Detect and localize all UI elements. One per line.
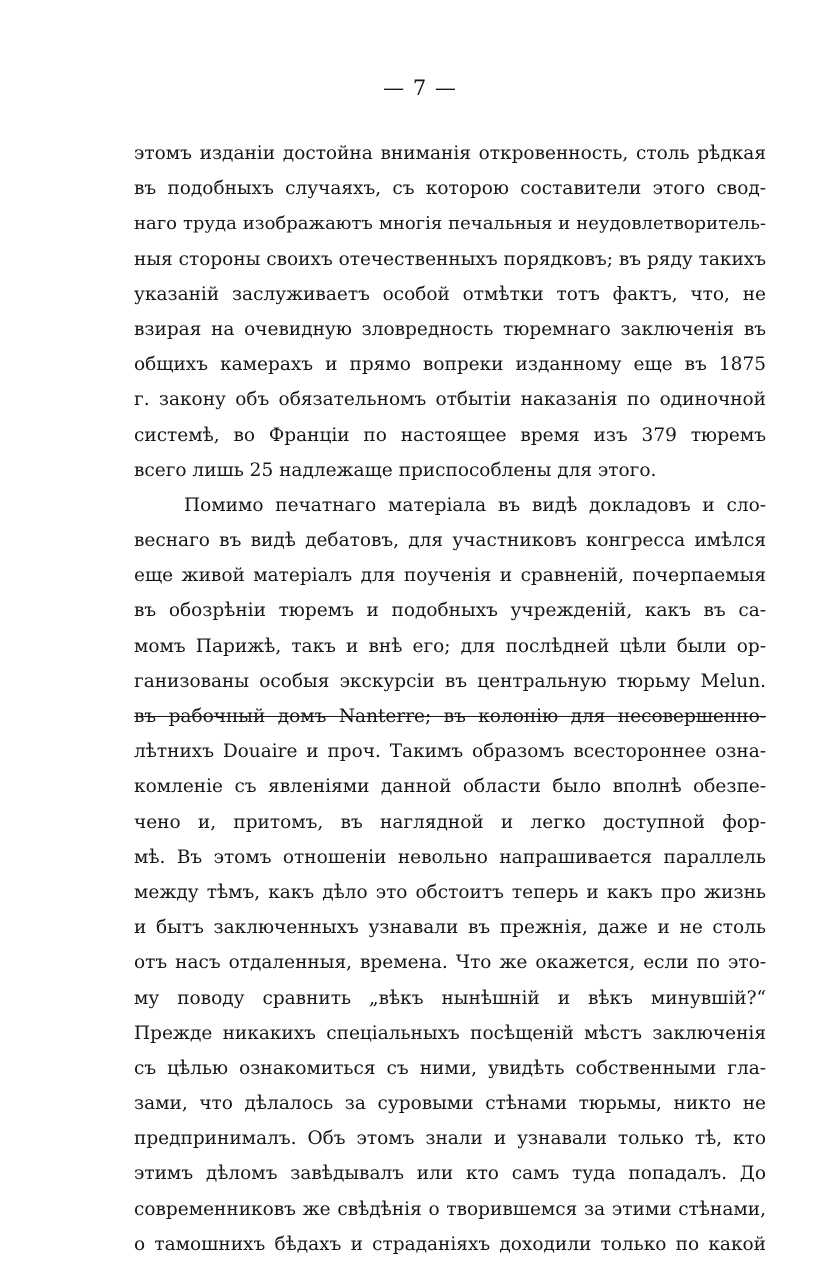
text-line: лѣтнихъ Douaire и проч. Такимъ образомъ всестороннее озна- [134, 741, 766, 763]
text-line: въ подобныхъ случаяхъ, съ которою составители этого свод- [134, 178, 766, 200]
text-line: указаній заслуживаетъ особой отмѣтки тотъ фактъ, что, не [134, 283, 766, 305]
text-line: ныя стороны своихъ отечественныхъ порядковъ; въ ряду такихъ [134, 248, 766, 270]
text-line: комленіе съ явленіями данной области было вполнѣ обезпе- [134, 776, 766, 798]
text-line: г. закону объ обязательномъ отбытіи наказанія по одиночной [134, 389, 766, 411]
paragraph-1 [134, 136, 766, 488]
text-line: взирая на очевидную зловредность тюремнаго заключенія въ [134, 318, 766, 340]
text-line: отъ насъ отдаленныя, времена. Что же окажется, если по это- [134, 952, 766, 974]
text-line: еще живой матеріалъ для поученія и сравненій, почерпаемыя [134, 565, 766, 587]
text-line: съ цѣлью ознакомиться съ ними, увидѣть собственными гла- [134, 1057, 766, 1079]
body-text [134, 136, 766, 1262]
text-line: общихъ камерахъ и прямо вопреки изданному еще въ 1875 [134, 354, 766, 376]
text-line: мѣ. Въ этомъ отношеніи невольно напрашивается параллель [134, 846, 766, 868]
text-line: системѣ, во Франціи по настоящее время изъ 379 тюремъ [134, 424, 766, 446]
text-line: этимъ дѣломъ завѣдывалъ или кто самъ туда попадалъ. До [134, 1163, 766, 1185]
paragraph-2 [134, 488, 766, 1262]
text-line: Прежде никакихъ спеціальныхъ посѣщеній мѣстъ заключенія [134, 1022, 766, 1044]
text-line: въ обозрѣніи тюремъ и подобныхъ учрежденій, какъ въ са- [134, 600, 766, 622]
text-line: наго труда изображаютъ многія печальныя и неудовлетворитель- [134, 213, 766, 235]
text-line: всего лишь 25 надлежаще приспособлены для этого. [134, 459, 657, 481]
text-line: о тамошнихъ бѣдахъ и страданіяхъ доходили только по какой [134, 1233, 766, 1255]
text-line: чено и, притомъ, въ наглядной и легко доступной фор- [134, 811, 766, 833]
text-line: веснаго въ видѣ дебатовъ, для участниковъ конгресса имѣлся [134, 530, 766, 552]
text-line-struck: въ рабочный домъ Nanterre; въ колонію для несовершенно- [134, 706, 766, 727]
page-number: — 7 — [383, 76, 457, 100]
text-line: современниковъ же свѣдѣнія о творившемся за этими стѣнами, [134, 1198, 766, 1220]
text-line: зами, что дѣлалось за суровыми стѣнами тюрьмы, никто не [134, 1093, 766, 1115]
text-line: предпринималъ. Объ этомъ знали и узнавали только тѣ, кто [134, 1128, 766, 1150]
text-line: момъ Парижѣ, такъ и внѣ его; для послѣдней цѣли были ор- [134, 635, 766, 657]
text-line: этомъ изданіи достойна вниманія откровенность, столь рѣдкая [134, 143, 766, 164]
text-line: Помимо печатнаго матеріала въ видѣ докладовъ и сло- [184, 494, 766, 516]
text-line: между тѣмъ, какъ дѣло это обстоитъ теперь и какъ про жизнь [134, 881, 766, 903]
text-line: ганизованы особыя экскурсіи въ центральную тюрьму Melun. [134, 670, 766, 692]
text-line: и бытъ заключенныхъ узнавали въ прежнія, даже и не столь [134, 917, 766, 939]
text-line: му поводу сравнить „вѣкъ нынѣшній и вѣкъ минувшій?“ [134, 987, 766, 1009]
